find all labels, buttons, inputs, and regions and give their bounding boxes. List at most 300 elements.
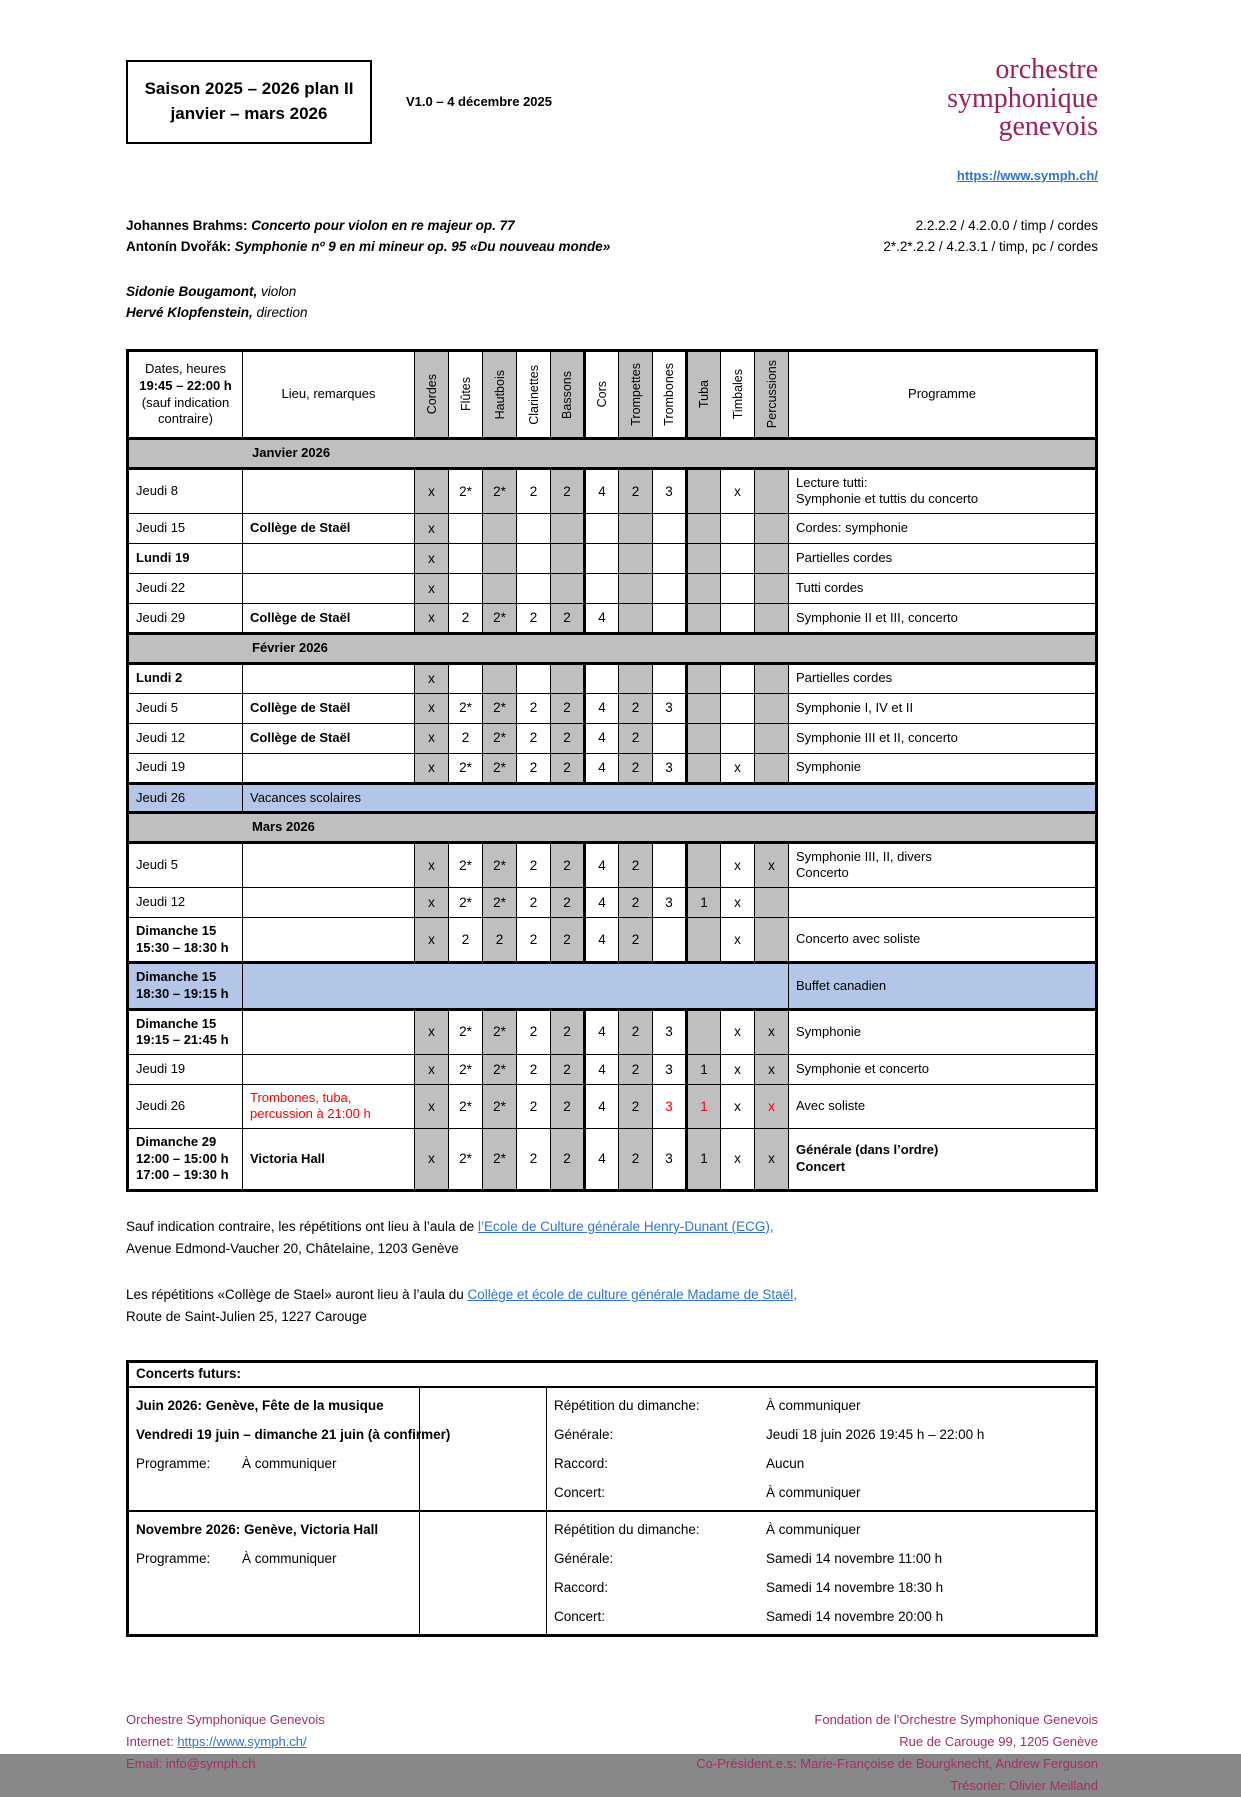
concert-info-value: Jeudi 18 juin 2026 19:45 h – 22:00 h [766, 1427, 985, 1443]
footer-left [126, 1709, 325, 1797]
instrument-cell-percussions: x [755, 1054, 789, 1084]
instrument-cell-bassons: 2 [551, 918, 585, 963]
schedule-header-programme: Programme [789, 351, 1097, 439]
lieu-line: Trombones, tuba, [250, 1089, 352, 1105]
instrument-cell-trombones: 3 [653, 1129, 687, 1191]
footer-right-line: Rue de Carouge 99, 1205 Genève [899, 1734, 1098, 1750]
instrument-cell-clarinettes: 2 [517, 888, 551, 918]
instrument-cell-timbales [721, 663, 755, 693]
instrument-cell-cors [585, 513, 619, 543]
date-line: Jeudi 5 [136, 699, 178, 715]
concert-info-row [554, 1449, 1088, 1478]
instrument-header-label: Hautbois [492, 369, 507, 420]
programme-line: Symphonie III, II, divers [796, 848, 932, 864]
month-row [128, 633, 1097, 663]
instrument-cell-trompettes [619, 603, 653, 633]
lieu-cell [243, 663, 415, 693]
instrument-cell-cors: 4 [585, 888, 619, 918]
instrument-cell-trompettes [619, 573, 653, 603]
instrument-cell-bassons: 2 [551, 842, 585, 887]
lieu-cell [243, 918, 415, 963]
instrument-cell-cordes: x [415, 1084, 449, 1128]
instrument-cell-clarinettes: 2 [517, 693, 551, 723]
instrument-cell-cors: 4 [585, 723, 619, 753]
instrument-cell-hautbois: 2* [483, 1129, 517, 1191]
concert-programme-value: À communiquer [242, 1456, 337, 1472]
instrument-cell-cors: 4 [585, 1054, 619, 1084]
instrument-cell-percussions [755, 513, 789, 543]
future-title-row [128, 1361, 1097, 1387]
instrument-cell-trompettes: 2 [619, 693, 653, 723]
instrument-cell-bassons: 2 [551, 1129, 585, 1191]
programme-line: Symphonie [796, 759, 862, 775]
location-notes [126, 1216, 1098, 1328]
concert-info-row [554, 1515, 1088, 1544]
lieu-line: Collège de Staël [250, 520, 351, 536]
instrument-cell-timbales [721, 573, 755, 603]
concert-programme-label: Programme: [136, 1551, 211, 1567]
instrument-cell-hautbois [483, 663, 517, 693]
instrument-cell-clarinettes: 2 [517, 468, 551, 513]
instrument-cell-tuba: 1 [687, 1084, 721, 1128]
lieu-cell [243, 842, 415, 887]
instrument-header-clarinettes [517, 351, 551, 439]
date-line: Jeudi 8 [136, 482, 178, 498]
instrument-cell-hautbois: 2* [483, 1054, 517, 1084]
date-cell [128, 888, 243, 918]
vacation-row [128, 783, 1097, 813]
logo-line: orchestre [995, 54, 1098, 85]
instrument-cell-flutes: 2* [449, 1084, 483, 1128]
instrument-header-label: Bassons [560, 370, 574, 419]
date-line: Jeudi 12 [136, 894, 186, 910]
programme-line: Concerto avec soliste [796, 931, 921, 947]
footer-right [696, 1709, 1098, 1797]
instrument-header-trombones [653, 351, 687, 439]
dates-header-line: (sauf indication [141, 394, 230, 410]
schedule-row [128, 573, 1097, 603]
date-cell [128, 573, 243, 603]
date-cell: Jeudi 26 [128, 783, 243, 813]
instrument-header-cordes [415, 351, 449, 439]
work-instrumentation: 2.2.2.2 / 4.2.0.0 / timp / cordes [915, 218, 1098, 233]
instrument-header-label: Cors [595, 381, 609, 408]
instrument-cell-trombones: 3 [653, 1084, 687, 1128]
concert-info-value: À communiquer [766, 1398, 861, 1414]
logo-line: genevois [998, 111, 1098, 143]
instrument-cell-clarinettes [517, 663, 551, 693]
instrument-cell-cordes: x [415, 1009, 449, 1054]
programme-line: Tutti cordes [796, 580, 864, 596]
instrument-cell-hautbois: 2* [483, 693, 517, 723]
instrument-cell-cordes: x [415, 723, 449, 753]
date-cell [128, 693, 243, 723]
instrument-cell-bassons: 2 [551, 603, 585, 633]
instrument-cell-bassons [551, 663, 585, 693]
instrument-cell-percussions: x [755, 842, 789, 887]
logo-line: symphonique [947, 82, 1098, 114]
instrument-cell-cors: 4 [585, 693, 619, 723]
rehearsal-note [126, 1216, 1098, 1260]
instrument-header-label: Percussions [764, 360, 779, 429]
instrument-cell-percussions: x [755, 1009, 789, 1054]
instrument-cell-timbales [721, 723, 755, 753]
concert-info-label: Répétition du dimanche: [554, 1398, 700, 1414]
schedule-row [128, 1009, 1097, 1054]
instrument-cell-trompettes [619, 513, 653, 543]
date-line: Jeudi 19 [136, 759, 186, 775]
instrument-cell-clarinettes [517, 573, 551, 603]
programme-cell [789, 723, 1097, 753]
concert-info-label: Raccord: [554, 1456, 609, 1472]
concert-info-value: Aucun [766, 1456, 805, 1472]
programme-line: Concert [796, 1158, 846, 1174]
lieu-cell [243, 753, 415, 783]
date-line: Jeudi 26 [136, 1098, 186, 1114]
instrument-cell-trombones: 3 [653, 468, 687, 513]
instrument-cell-trombones [653, 543, 687, 573]
instrument-cell-cordes: x [415, 543, 449, 573]
instrument-cell-timbales [721, 543, 755, 573]
instrument-cell-bassons [551, 573, 585, 603]
date-line: 19:15 – 21:45 h [136, 1032, 229, 1048]
programme-line: Symphonie III et II, concerto [796, 729, 958, 745]
programme-cell [789, 918, 1097, 963]
instrument-cell-percussions [755, 753, 789, 783]
date-line: Lundi 2 [136, 670, 183, 686]
instrument-cell-timbales: x [721, 888, 755, 918]
rehearsal-note [126, 1284, 1098, 1328]
concert-info-label: Générale: [554, 1551, 614, 1567]
instrument-cell-timbales: x [721, 1084, 755, 1128]
date-line: Jeudi 19 [136, 1060, 186, 1076]
schedule-row [128, 663, 1097, 693]
date-cell [128, 753, 243, 783]
footer-internet-label: Internet: [126, 1734, 178, 1750]
schedule-row [128, 1054, 1097, 1084]
instrument-cell-trompettes: 2 [619, 1054, 653, 1084]
schedule-row [128, 1084, 1097, 1128]
instrument-cell-percussions [755, 468, 789, 513]
page-title-box [126, 60, 372, 144]
instrument-cell-bassons: 2 [551, 468, 585, 513]
instrument-cell-flutes [449, 663, 483, 693]
lieu-cell [243, 1054, 415, 1084]
instrument-cell-hautbois [483, 513, 517, 543]
schedule-row [128, 842, 1097, 887]
instrument-cell-tuba [687, 663, 721, 693]
programme-line: Partielles cordes [796, 670, 893, 686]
instrument-cell-trombones [653, 573, 687, 603]
instrument-cell-tuba [687, 842, 721, 887]
performer-row [126, 281, 1098, 302]
vacation-label-cell [243, 783, 1097, 813]
instrument-cell-timbales: x [721, 918, 755, 963]
org-logo [947, 56, 1098, 144]
programme-line: Symphonie II et III, concerto [796, 609, 958, 625]
instrument-cell-clarinettes [517, 513, 551, 543]
instrument-header-label: Timbales [730, 369, 745, 420]
instrument-cell-clarinettes [517, 543, 551, 573]
instrument-cell-trombones: 3 [653, 888, 687, 918]
concert-left-line: Vendredi 19 juin – dimanche 21 juin (à confirmer) [136, 1427, 451, 1443]
work-instrumentation: 2*.2*.2.2 / 4.2.3.1 / timp, pc / cordes [883, 239, 1098, 254]
concert-info-value: À communiquer [766, 1522, 861, 1538]
instrument-cell-clarinettes: 2 [517, 1009, 551, 1054]
concert-info-value: Samedi 14 novembre 11:00 h [766, 1551, 943, 1567]
instrument-cell-timbales [721, 603, 755, 633]
month-label: Février 2026 [252, 639, 328, 655]
note-link[interactable]: Collège et école de culture générale Madame de Staël, [467, 1286, 797, 1302]
instrument-cell-trombones [653, 842, 687, 887]
date-cell [128, 513, 243, 543]
concert-info-label: Concert: [554, 1485, 606, 1501]
concert-info-value: À communiquer [766, 1485, 861, 1501]
programme-cell [789, 1009, 1097, 1054]
instrument-header-bassons [551, 351, 585, 439]
instrument-cell-cordes: x [415, 1129, 449, 1191]
instrument-cell-trombones [653, 663, 687, 693]
performer-role: violon [261, 284, 297, 299]
instrument-cell-percussions [755, 573, 789, 603]
instrument-header-flutes [449, 351, 483, 439]
footer-email-value: info@symph.ch [165, 1756, 256, 1772]
date-cell [128, 918, 243, 963]
instrument-cell-timbales: x [721, 753, 755, 783]
programme-cell [789, 1054, 1097, 1084]
instrument-cell-cors: 4 [585, 918, 619, 963]
note-line2: Route de Saint-Julien 25, 1227 Carouge [126, 1308, 367, 1324]
date-line: Dimanche 15 [136, 1015, 217, 1031]
programme-line: Symphonie et tuttis du concerto [796, 491, 979, 507]
instrument-cell-timbales [721, 693, 755, 723]
schedule-row [128, 513, 1097, 543]
concert-left-line [136, 1544, 412, 1573]
instrument-cell-timbales [721, 513, 755, 543]
programme-cell [789, 888, 1097, 918]
lieu-cell [243, 513, 415, 543]
works-list [126, 215, 1098, 257]
instrument-cell-trompettes: 2 [619, 1084, 653, 1128]
lieu-cell [243, 543, 415, 573]
instrument-cell-hautbois: 2* [483, 753, 517, 783]
instrument-cell-trompettes: 2 [619, 753, 653, 783]
instrument-cell-cors: 4 [585, 603, 619, 633]
concert-programme-value: À communiquer [242, 1551, 337, 1567]
vacation-label: Vacances scolaires [250, 789, 362, 805]
date-cell [128, 468, 243, 513]
schedule-header-lieu: Lieu, remarques [243, 351, 415, 439]
instrument-cell-percussions [755, 918, 789, 963]
instrument-cell-trombones [653, 723, 687, 753]
future-title-cell: Concerts futurs: [128, 1361, 1097, 1387]
instrument-cell-clarinettes: 2 [517, 723, 551, 753]
programme-line: Partielles cordes [796, 550, 893, 566]
concert-info-row [554, 1544, 1088, 1573]
concert-info-row [554, 1602, 1088, 1631]
instrument-header-tuba [687, 351, 721, 439]
concert-info-label: Générale: [554, 1427, 614, 1443]
date-cell [128, 842, 243, 887]
instrument-cell-percussions [755, 693, 789, 723]
programme-line: Lecture tutti: [796, 474, 868, 490]
lieu-line: Collège de Staël [250, 699, 351, 715]
programme-line: Symphonie I, IV et II [796, 699, 914, 715]
page-footer [126, 1709, 1098, 1797]
date-line: 18:30 – 19:15 h [136, 985, 229, 1001]
instrument-header-timbales [721, 351, 755, 439]
programme-cell [789, 663, 1097, 693]
instrument-cell-tuba [687, 723, 721, 753]
programme-cell [789, 693, 1097, 723]
instrument-cell-tuba [687, 1009, 721, 1054]
month-row [128, 439, 1097, 469]
performer-row [126, 302, 1098, 323]
lieu-cell [243, 1009, 415, 1054]
version-label: V1.0 – 4 décembre 2025 [406, 94, 552, 109]
instrument-cell-hautbois: 2* [483, 1009, 517, 1054]
work-row [126, 215, 1098, 236]
footer-right-line: Fondation de l'Orchestre Symphonique Genevois [814, 1712, 1098, 1728]
instrument-cell-percussions [755, 603, 789, 633]
concert-programme-label: Programme: [136, 1456, 211, 1472]
instrument-cell-bassons: 2 [551, 1084, 585, 1128]
instrument-cell-cordes: x [415, 693, 449, 723]
schedule-row [128, 603, 1097, 633]
instrument-cell-trompettes [619, 663, 653, 693]
instrument-cell-timbales: x [721, 842, 755, 887]
concert-info-row [554, 1391, 1088, 1420]
schedule-table [126, 349, 1098, 1192]
instrument-cell-tuba [687, 603, 721, 633]
concert-block-spacer [420, 1387, 547, 1511]
date-line: 12:00 – 15:00 h [136, 1150, 229, 1166]
date-line: 15:30 – 18:30 h [136, 939, 229, 955]
dates-header-line: Dates, heures [145, 361, 226, 377]
footer-org-name: Orchestre Symphonique Genevois [126, 1712, 325, 1728]
schedule-header-row [128, 351, 1097, 439]
instrument-cell-bassons: 2 [551, 888, 585, 918]
instrument-cell-cordes: x [415, 603, 449, 633]
footer-right-line: Trésorier: Olivier Meilland [950, 1778, 1098, 1794]
instrument-cell-flutes: 2* [449, 753, 483, 783]
instrument-cell-bassons: 2 [551, 1054, 585, 1084]
instrument-cell-percussions: x [755, 1129, 789, 1191]
concert-info-row [554, 1420, 1088, 1449]
footer-email-row [126, 1753, 325, 1775]
instrument-cell-bassons: 2 [551, 723, 585, 753]
concert-info-label: Concert: [554, 1609, 606, 1625]
instrument-cell-tuba [687, 918, 721, 963]
instrument-cell-bassons: 2 [551, 753, 585, 783]
note-text: Les répétitions «Collège de Stael» auront lieu à l’aula du [126, 1286, 468, 1302]
instrument-cell-trompettes: 2 [619, 842, 653, 887]
instrument-cell-bassons [551, 543, 585, 573]
lieu-cell [243, 603, 415, 633]
instrument-cell-hautbois: 2* [483, 1084, 517, 1128]
concert-info-row [554, 1478, 1088, 1507]
programme-line: Symphonie et concerto [796, 1060, 929, 1076]
note-link[interactable]: l’Ecole de Culture générale Henry-Dunant (ECG), [477, 1218, 774, 1234]
instrument-cell-flutes [449, 573, 483, 603]
date-line: Dimanche 15 [136, 923, 217, 938]
instrument-cell-clarinettes: 2 [517, 1054, 551, 1084]
schedule-row [128, 753, 1097, 783]
instrument-cell-timbales: x [721, 1009, 755, 1054]
instrument-cell-cordes: x [415, 573, 449, 603]
instrument-cell-bassons: 2 [551, 1009, 585, 1054]
document-content [126, 0, 1098, 1797]
lieu-cell [243, 693, 415, 723]
date-line: Jeudi 15 [136, 520, 186, 536]
concert-info-value: Samedi 14 novembre 20:00 h [766, 1609, 944, 1625]
instrument-cell-clarinettes: 2 [517, 1084, 551, 1128]
instrument-cell-clarinettes: 2 [517, 918, 551, 963]
instrument-cell-hautbois: 2* [483, 603, 517, 633]
programme-cell: Buffet canadien [789, 963, 1097, 1009]
date-cell [128, 1084, 243, 1128]
instrument-cell-percussions [755, 723, 789, 753]
concert-left-line: Juin 2026: Genève, Fête de la musique [136, 1398, 384, 1414]
instrument-cell-flutes: 2* [449, 888, 483, 918]
instrument-cell-trombones: 3 [653, 693, 687, 723]
month-cell [128, 439, 1097, 469]
month-cell [128, 633, 1097, 663]
performer-role: direction [256, 305, 308, 320]
schedule-row [128, 723, 1097, 753]
instrument-cell-timbales: x [721, 468, 755, 513]
instrument-cell-clarinettes: 2 [517, 753, 551, 783]
instrument-cell-tuba [687, 468, 721, 513]
instrument-cell-trompettes [619, 543, 653, 573]
date-cell [128, 603, 243, 633]
instrument-cell-trompettes: 2 [619, 888, 653, 918]
instrument-cell-hautbois: 2* [483, 888, 517, 918]
date-cell [128, 1054, 243, 1084]
concert-block-right [547, 1387, 1097, 1511]
instrument-cell-cors [585, 573, 619, 603]
performer-name: Sidonie Bougamont, [126, 284, 261, 299]
instrument-cell-timbales: x [721, 1129, 755, 1191]
lieu-cell [243, 888, 415, 918]
month-label: Mars 2026 [252, 819, 315, 835]
date-cell [128, 543, 243, 573]
date-line: Jeudi 22 [136, 580, 186, 596]
date-line: Jeudi 12 [136, 729, 186, 745]
lieu-line: Collège de Staël [250, 729, 351, 745]
instrument-cell-cors: 4 [585, 468, 619, 513]
website-link[interactable]: https://www.symph.ch/ [956, 168, 1098, 183]
instrument-cell-cors [585, 543, 619, 573]
footer-website-link[interactable]: https://www.symph.ch/ [177, 1734, 307, 1750]
instrument-header-hautbois [483, 351, 517, 439]
concert-info-label: Répétition du dimanche: [554, 1522, 700, 1538]
instrument-cell-flutes: 2* [449, 842, 483, 887]
concert-block-right [547, 1511, 1097, 1636]
note-line1 [126, 1284, 1098, 1306]
lieu-cell [243, 723, 415, 753]
performer-name: Hervé Klopfenstein, [126, 305, 257, 320]
date-line: Jeudi 5 [136, 857, 178, 873]
instrument-header-label: Clarinettes [526, 364, 541, 425]
instrument-cell-trompettes: 2 [619, 1129, 653, 1191]
instrument-cell-flutes: 2* [449, 1129, 483, 1191]
work-left [126, 215, 515, 236]
programme-cell [789, 543, 1097, 573]
lieu-cell [243, 1084, 415, 1128]
lieu-cell [243, 1129, 415, 1191]
instrument-cell-bassons [551, 513, 585, 543]
